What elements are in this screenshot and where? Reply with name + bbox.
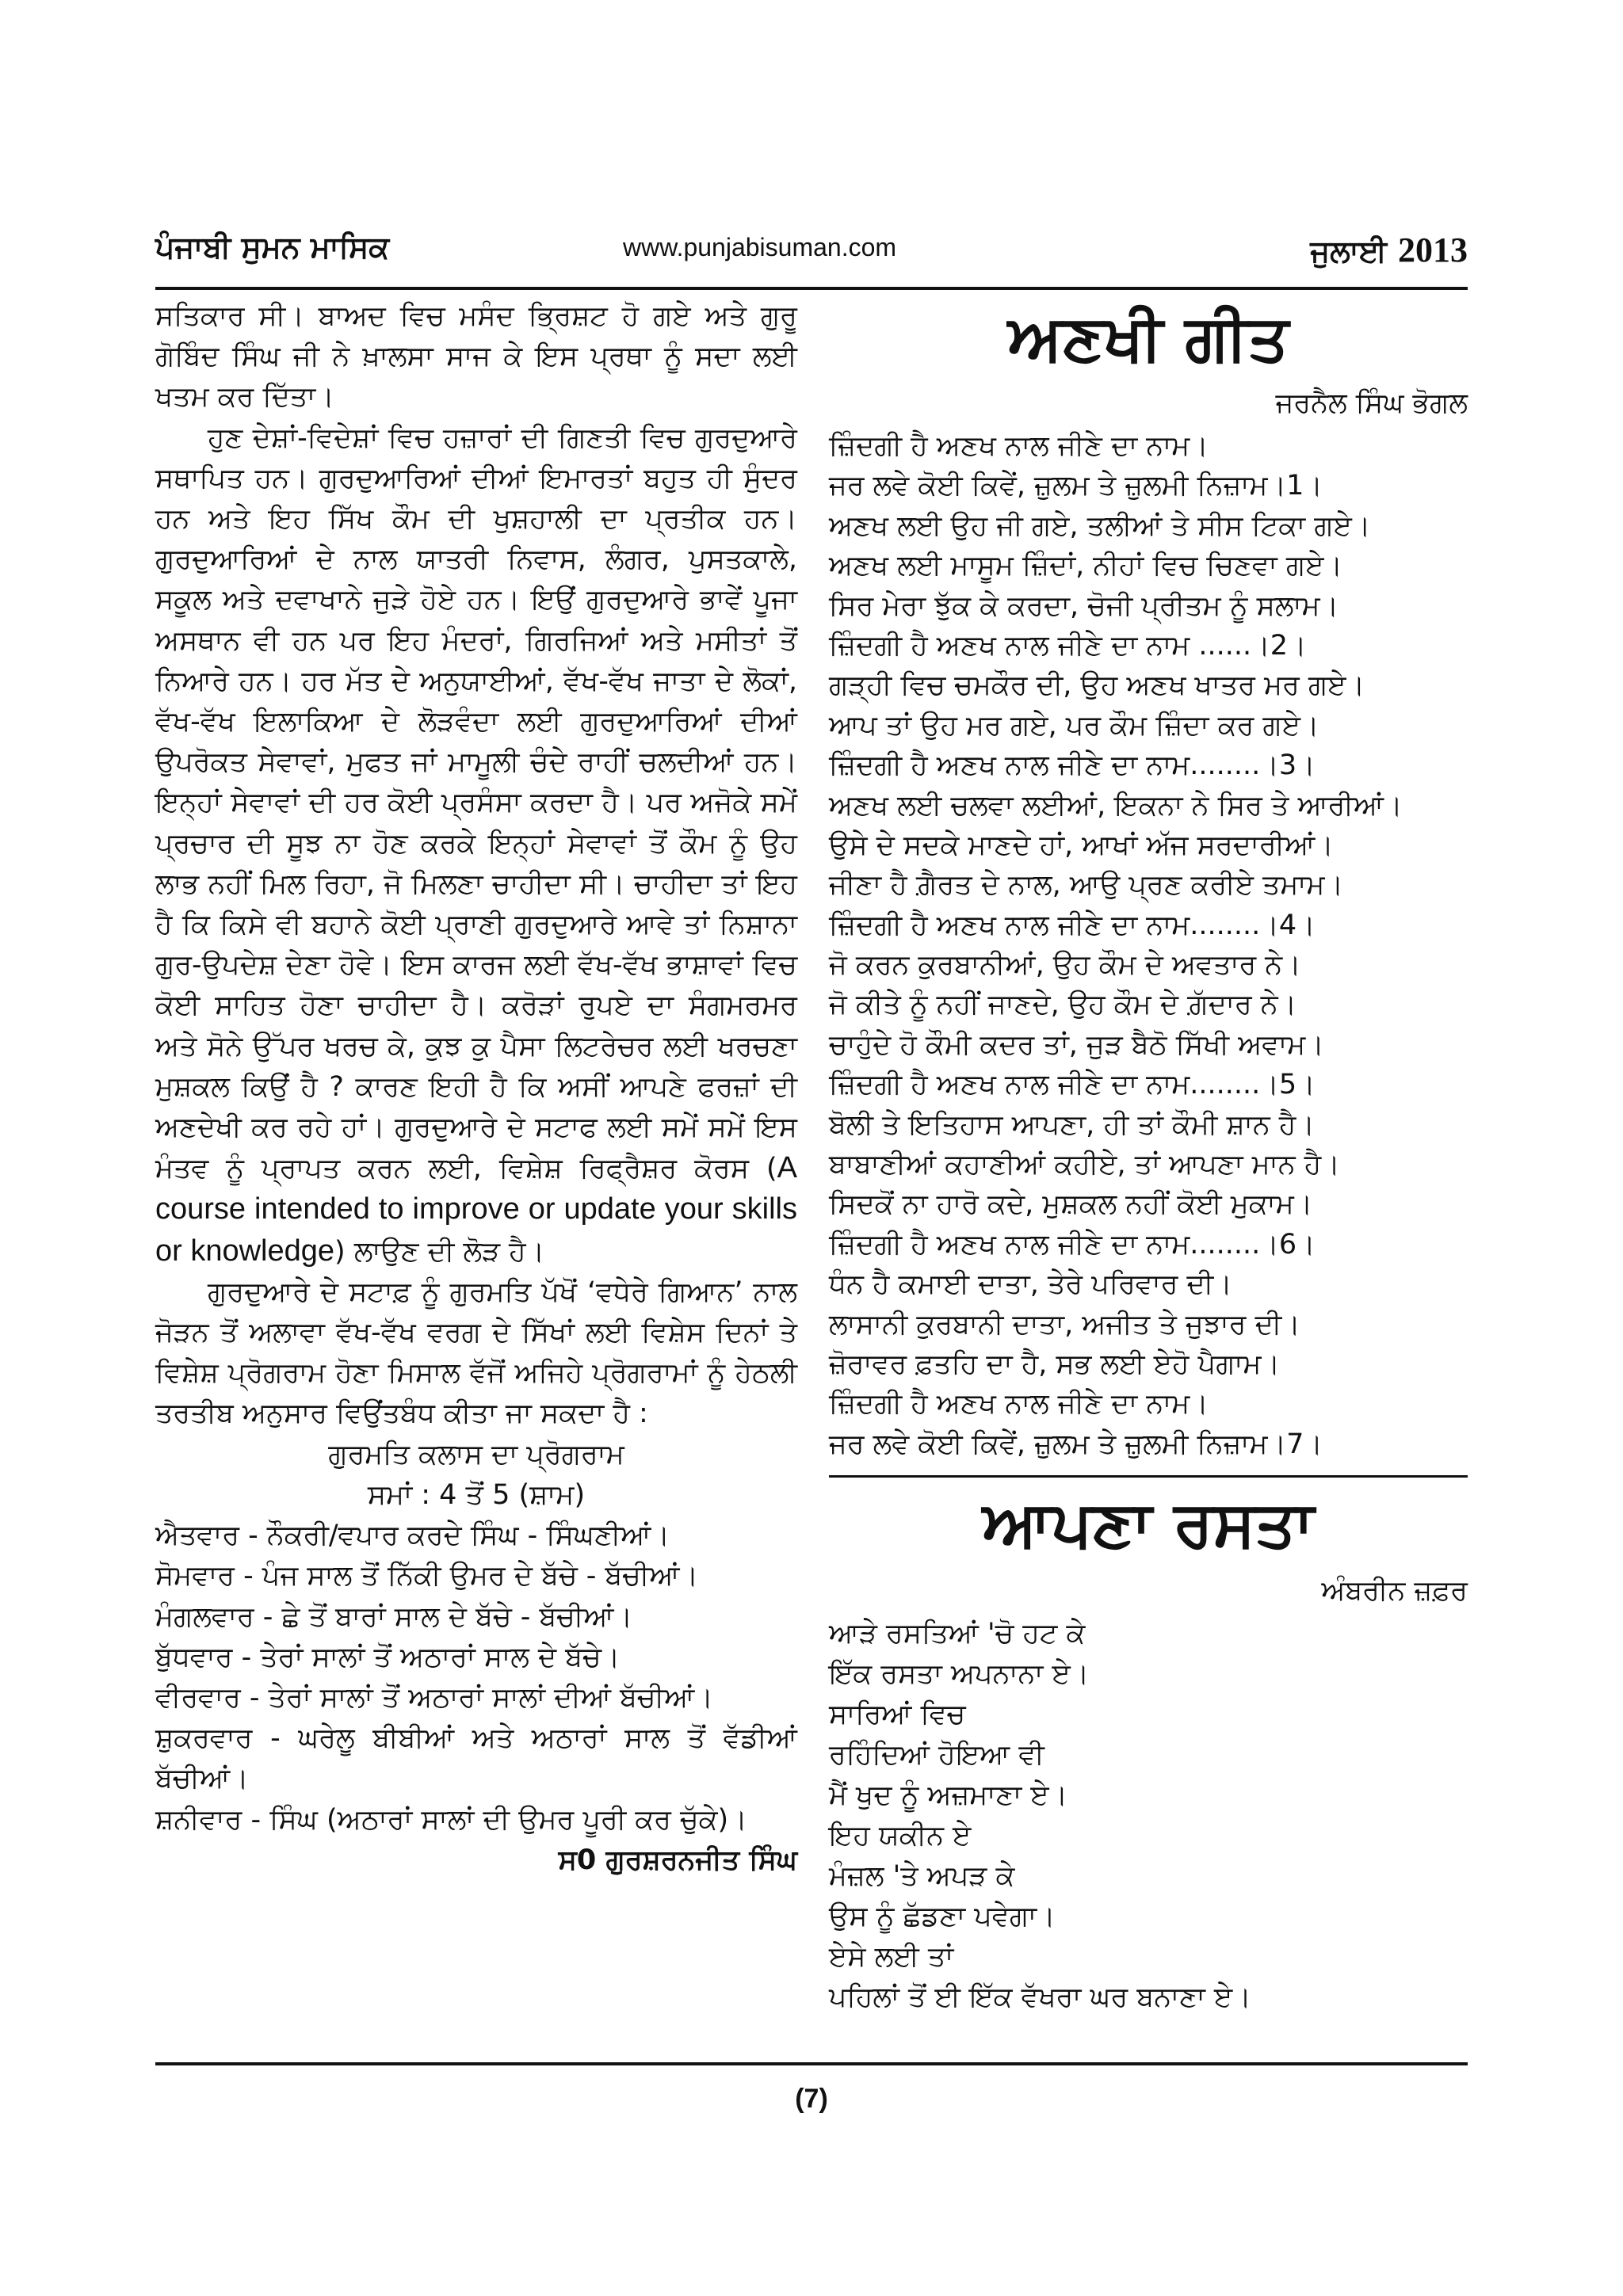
- poem-2-lines: [829, 1614, 1468, 2018]
- poem-line: ਅਣਖ ਲਈ ਚਲਵਾ ਲਈਆਂ, ਇਕਨਾ ਨੇ ਸਿਰ ਤੇ ਆਰੀਆਂ।: [829, 789, 1403, 822]
- poem-line: ਬੋਲੀ ਤੇ ਇਤਿਹਾਸ ਆਪਣਾ, ਹੀ ਤਾਂ ਕੌਮੀ ਸ਼ਾਨ ਹੈ।: [829, 1108, 1315, 1141]
- english-phrase: A course intended to improve or update your skills or knowledge: [155, 1151, 797, 1268]
- poem-line: ਜ਼ਿੰਦਗੀ ਹੈ ਅਣਖ ਨਾਲ ਜੀਣੇ ਦਾ ਨਾਮ।: [829, 1388, 1209, 1421]
- article-author: ਸ0 ਗੁਰਸ਼ਰਨਜੀਤ ਸਿੰਘ: [558, 1844, 797, 1876]
- page-number: (7): [795, 2084, 828, 2114]
- poem-2-title: ਆਪਣਾ ਰਸਤਾ: [982, 1487, 1315, 1562]
- program-time: ਸਮਾਂ : 4 ਤੋਂ 5 (ਸ਼ਾਮ): [367, 1478, 586, 1511]
- poem-1-lines: [829, 426, 1468, 1464]
- article-column: [155, 296, 797, 1881]
- poem-line: ਏਸੇ ਲਈ ਤਾਂ: [829, 1941, 954, 1974]
- poem-divider: [829, 1475, 1468, 1478]
- poem-line: ਰਹਿੰਦਿਆਂ ਹੋਇਆ ਵੀ: [829, 1739, 1044, 1772]
- poem-line: ਇੱਕ ਰਸਤਾ ਅਪਨਾਨਾ ਏ।: [829, 1658, 1090, 1691]
- poem-line: ਸਿਰ ਮੇਰਾ ਝੁੱਕ ਕੇ ਕਰਦਾ, ਚੋਜੀ ਪ੍ਰੀਤਮ ਨੂੰ ਸਲਾਮ।: [829, 589, 1339, 622]
- poem-line: ਜਰ ਲਵੇ ਕੋਈ ਕਿਵੇਂ, ਜ਼ੁਲਮ ਤੇ ਜ਼ੁਲਮੀ ਨਿਜ਼ਾਮ।1।: [829, 470, 1323, 502]
- footer-rule: [155, 2062, 1468, 2065]
- poem-2-author: ਅੰਬਰੀਨ ਜ਼ਫ਼ਰ: [1321, 1575, 1468, 1608]
- poem-line: ਅਣਖ ਲਈ ਮਾਸੂਮ ਜ਼ਿੰਦਾਂ, ਨੀਹਾਂ ਵਿਚ ਚਿਣਵਾ ਗਏ।: [829, 550, 1343, 582]
- poem-line: ਜ਼ਿੰਦਗੀ ਹੈ ਅਣਖ ਨਾਲ ਜੀਣੇ ਦਾ ਨਾਮ ......।2।: [829, 629, 1307, 662]
- poem-line: ਲਾਸਾਨੀ ਕੁਰਬਾਨੀ ਦਾਤਾ, ਅਜੀਤ ਤੇ ਜੁਝਾਰ ਦੀ।: [829, 1308, 1300, 1341]
- article-paragraph-1: ਸਤਿਕਾਰ ਸੀ। ਬਾਅਦ ਵਿਚ ਮਸੰਦ ਭ੍ਰਿਸ਼ਟ ਹੋ ਗਏ ਅਤੇ ਗੁਰੂ ਗੋਬਿੰਦ ਸਿੰਘ ਜੀ ਨੇ ਖ਼ਾਲਸਾ ਸਾਜ ਕੇ ਇਸ ਪ੍ਰਥਾ ਨੂੰ ਸਦਾ ਲਈ ਖਤਮ ਕਰ ਦਿੱਤਾ।: [155, 300, 797, 414]
- website-link[interactable]: www.punjabisuman.com: [623, 233, 897, 261]
- issue-month: ਜੁਲਾਈ: [1310, 234, 1387, 269]
- poem-line: ਉਸੇ ਦੇ ਸਦਕੇ ਮਾਣਦੇ ਹਾਂ, ਆਖਾਂ ਅੱਜ ਸਰਦਾਰੀਆਂ।: [829, 829, 1334, 861]
- poem-line: ਜ਼ਿੰਦਗੀ ਹੈ ਅਣਖ ਨਾਲ ਜੀਣੇ ਦਾ ਨਾਮ........।6।: [829, 1228, 1316, 1261]
- issue-year: 2013: [1398, 231, 1468, 269]
- poem-line: ਅਣਖ ਲਈ ਉਹ ਜੀ ਗਏ, ਤਲੀਆਂ ਤੇ ਸੀਸ ਟਿਕਾ ਗਏ।: [829, 509, 1371, 542]
- poem-line: ਜੋ ਕੀਤੇ ਨੂੰ ਨਹੀਂ ਜਾਣਦੇ, ਉਹ ਕੌਮ ਦੇ ਗ਼ੱਦਾਰ ਨੇ।: [829, 989, 1297, 1021]
- issue-date: [1310, 230, 1468, 270]
- poem-1-title: ਅਣਖੀ ਗੀਤ: [1007, 301, 1289, 375]
- poem-line: ਸਾਰਿਆਂ ਵਿਚ: [829, 1699, 966, 1731]
- poem-line: ਮੈਂ ਖੁਦ ਨੂੰ ਅਜ਼ਮਾਣਾ ਏ।: [829, 1779, 1068, 1812]
- schedule-item-monday: ਸੋਮਵਾਰ - ਪੰਜ ਸਾਲ ਤੋਂ ਨਿੱਕੀ ਉਮਰ ਦੇ ਬੱਚੇ - ਬੱਚੀਆਂ।: [155, 1560, 699, 1592]
- schedule-item-sunday: ਐਤਵਾਰ - ਨੌਕਰੀ/ਵਪਾਰ ਕਰਦੇ ਸਿੰਘ - ਸਿੰਘਣੀਆਂ।: [155, 1520, 670, 1552]
- schedule-item-friday: ਸ਼ੁਕਰਵਾਰ - ਘਰੇਲੂ ਬੀਬੀਆਂ ਅਤੇ ਅਠਾਰਾਂ ਸਾਲ ਤੋਂ ਵੱਡੀਆਂ ਬੱਚੀਆਂ।: [155, 1722, 797, 1795]
- program-title: ਗੁਰਮਤਿ ਕਲਾਸ ਦਾ ਪ੍ਰੋਗਰਾਮ: [328, 1438, 624, 1470]
- magazine-name: ਪੰਜਾਬੀ ਸੁਮਨ ਮਾਸਿਕ: [155, 230, 390, 265]
- schedule-item-tuesday: ਮੰਗਲਵਾਰ - ਛੇ ਤੋਂ ਬਾਰਾਂ ਸਾਲ ਦੇ ਬੱਚੇ - ਬੱਚੀਆਂ।: [155, 1600, 633, 1633]
- poem-line: ਜ਼ਿੰਦਗੀ ਹੈ ਅਣਖ ਨਾਲ ਜੀਣੇ ਦਾ ਨਾਮ।: [829, 430, 1209, 462]
- article-paragraph-3: ਗੁਰਦੁਆਰੇ ਦੇ ਸਟਾਫ਼ ਨੂੰ ਗੁਰਮਤਿ ਪੱਖੋਂ ‘ਵਧੇਰੇ ਗਿਆਨ’ ਨਾਲ ਜੋੜਨ ਤੋਂ ਅਲਾਵਾ ਵੱਖ-ਵੱਖ ਵਰਗ ਦੇ ਸਿੱਖਾਂ ਲਈ ਵਿਸ਼ੇਸ ਦਿਨਾਂ ਤੇ ਵਿਸ਼ੇਸ਼ ਪ੍ਰੋਗਰਾਮ ਹੋਣਾ ਮਿਸਾਲ ਵੱਜੋਂ ਅਜਿਹੇ ਪ੍ਰੋਗਰਾਮਾਂ ਨੂੰ ਹੇਠਲੀ ਤਰਤੀਬ ਅਨੁਸਾਰ ਵਿਉਂਤਬੰਧ ਕੀਤਾ ਜਾ ਸਕਦਾ ਹੈ :: [155, 1276, 797, 1430]
- poem-line: ਜੀਣਾ ਹੈ ਗ਼ੈਰਤ ਦੇ ਨਾਲ, ਆਉ ਪ੍ਰਣ ਕਰੀਏ ਤਮਾਮ।: [829, 869, 1344, 902]
- poem-line: ਬਾਬਾਣੀਆਂ ਕਹਾਣੀਆਂ ਕਹੀਏ, ਤਾਂ ਆਪਣਾ ਮਾਨ ਹੈ।: [829, 1149, 1340, 1181]
- poem-line: ਉਸ ਨੂੰ ਛੱਡਣਾ ਪਵੇਗਾ।: [829, 1901, 1056, 1933]
- schedule-list: [155, 1516, 797, 1840]
- poem-line: ਚਾਹੁੰਦੇ ਹੋ ਕੌਮੀ ਕਦਰ ਤਾਂ, ਜੁੜ ਬੈਠੋ ਸਿੱਖੀ ਅਵਾਮ।: [829, 1028, 1324, 1061]
- poem-line: ਆੜੇ ਰਸਤਿਆਂ 'ਚੋ ਹਟ ਕੇ: [829, 1618, 1086, 1650]
- poem-line: ਇਹ ਯਕੀਨ ਏ: [829, 1820, 972, 1852]
- poem-line: ਜ਼ਿੰਦਗੀ ਹੈ ਅਣਖ ਨਾਲ ਜੀਣੇ ਦਾ ਨਾਮ........।3।: [829, 749, 1316, 782]
- poem-line: ਜਰ ਲਵੇ ਕੋਈ ਕਿਵੇਂ, ਜ਼ੁਲਮ ਤੇ ਜ਼ੁਲਮੀ ਨਿਜ਼ਾਮ।7।: [829, 1428, 1323, 1460]
- poem-line: ਮੰਜ਼ਲ 'ਤੇ ਅਪੜ ਕੇ: [829, 1860, 1015, 1893]
- poem-line: ਜ਼ਿੰਦਗੀ ਹੈ ਅਣਖ ਨਾਲ ਜੀਣੇ ਦਾ ਨਾਮ........।4।: [829, 909, 1316, 941]
- poem-line: ਗੜ੍ਹੀ ਵਿਚ ਚਮਕੌਰ ਦੀ, ਉਹ ਅਣਖ ਖਾਤਰ ਮਰ ਗਏ।: [829, 669, 1365, 702]
- poem-line: ਧੰਨ ਹੈ ਕਮਾਈ ਦਾਤਾ, ਤੇਰੇ ਪਰਿਵਾਰ ਦੀ।: [829, 1268, 1232, 1301]
- schedule-item-saturday: ਸ਼ਨੀਵਾਰ - ਸਿੰਘ (ਅਠਾਰਾਂ ਸਾਲਾਂ ਦੀ ਉਮਰ ਪੂਰੀ ਕਰ ਚੁੱਕੇ)।: [155, 1803, 747, 1836]
- poem-line: ਸਿਦਕੋਂ ਨਾ ਹਾਰੋ ਕਦੇ, ਮੁਸ਼ਕਲ ਨਹੀਂ ਕੋਈ ਮੁਕਾਮ।: [829, 1188, 1313, 1221]
- poem-line: ਜ਼ਿੰਦਗੀ ਹੈ ਅਣਖ ਨਾਲ ਜੀਣੇ ਦਾ ਨਾਮ........।5।: [829, 1069, 1316, 1101]
- poem-line: ਜ਼ੋਰਾਵਰ ਫ਼ਤਹਿ ਦਾ ਹੈ, ਸਭ ਲਈ ਏਹੋ ਪੈਗਾਮ।: [829, 1348, 1281, 1380]
- article-paragraph-2-tail: ) ਲਾਉਣ ਦੀ ਲੋੜ ਹੈ।: [334, 1235, 545, 1268]
- article-paragraph-2-text: ਹੁਣ ਦੇਸ਼ਾਂ-ਵਿਦੇਸ਼ਾਂ ਵਿਚ ਹਜ਼ਾਰਾਂ ਦੀ ਗਿਣਤੀ ਵਿਚ ਗੁਰਦੁਆਰੇ ਸਥਾਪਿਤ ਹਨ। ਗੁਰਦੁਆਰਿਆਂ ਦੀਆਂ ਇਮਾਰਤਾਂ ਬਹੁਤ ਹੀ ਸੁੰਦਰ ਹਨ ਅਤੇ ਇਹ ਸਿੱਖ ਕੌਮ ਦੀ ਖੁਸ਼ਹਾਲੀ ਦਾ ਪ੍ਰਤੀਕ ਹਨ। ਗੁਰਦੁਆਰਿਆਂ ਦੇ ਨਾਲ ਯਾਤਰੀ ਨਿਵਾਸ, ਲੰਗਰ, ਪੁਸਤਕਾਲੇ, ਸਕੂਲ ਅਤੇ ਦਵਾਖਾਨੇ ਜੁੜੇ ਹੋਏ ਹਨ। ਇਉਂ ਗੁਰਦੁਆਰੇ ਭਾਵੇਂ ਪੂਜਾ ਅਸਥਾਨ ਵੀ ਹਨ ਪਰ ਇਹ ਮੰਦਰਾਂ, ਗਿਰਜਿਆਂ ਅਤੇ ਮਸੀਤਾਂ ਤੋਂ ਨਿਆਰੇ ਹਨ। ਹਰ ਮੱਤ ਦੇ ਅਨੁਯਾਈਆਂ, ਵੱਖ-ਵੱਖ ਜਾਤਾ ਦੇ ਲੋਕਾਂ, ਵੱਖ-ਵੱਖ ਇਲਾਕਿਆ ਦੇ ਲੋੜਵੰਦਾ ਲਈ ਗੁਰਦੁਆਰਿਆਂ ਦੀਆਂ ਉਪਰੋਕਤ ਸੇਵਾਵਾਂ, ਮੁਫਤ ਜਾਂ ਮਾਮੂਲੀ ਚੰਦੇ ਰਾਹੀਂ ਚਲਦੀਆਂ ਹਨ। ਇਨ੍ਹਾਂ ਸੇਵਾਵਾਂ ਦੀ ਹਰ ਕੋਈ ਪ੍ਰਸੰਸਾ ਕਰਦਾ ਹੈ। ਪਰ ਅਜੋਕੇ ਸਮੇਂ ਪ੍ਰਚਾਰ ਦੀ ਸੂਝ ਨਾ ਹੋਣ ਕਰਕੇ ਇਨ੍ਹਾਂ ਸੇਵਾਵਾਂ ਤੋਂ ਕੌਮ ਨੂੰ ਉਹ ਲਾਭ ਨਹੀਂ ਮਿਲ ਰਿਹਾ, ਜੋ ਮਿਲਣਾ ਚਾਹੀਦਾ ਸੀ। ਚਾਹੀਦਾ ਤਾਂ ਇਹ ਹੈ ਕਿ ਕਿਸੇ ਵੀ ਬਹਾਨੇ ਕੋਈ ਪ੍ਰਾਣੀ ਗੁਰਦੁਆਰੇ ਆਵੇ ਤਾਂ ਨਿਸ਼ਾਨਾ ਗੁਰ-ਉਪਦੇਸ਼ ਦੇਣਾ ਹੋਵੇ। ਇਸ ਕਾਰਜ ਲਈ ਵੱਖ-ਵੱਖ ਭਾਸ਼ਾਵਾਂ ਵਿਚ ਕੋਈ ਸਾਹਿਤ ਹੋਣਾ ਚਾਹੀਦਾ ਹੈ। ਕਰੋੜਾਂ ਰੁਪਏ ਦਾ ਸੰਗਮਰਮਰ ਅਤੇ ਸੋਨੇ ਉੱਪਰ ਖਰਚ ਕੇ, ਕੁਝ ਕੁ ਪੈਸਾ ਲਿਟਰੇਚਰ ਲਈ ਖਰਚਣਾ ਮੁਸ਼ਕਲ ਕਿਉਂ ਹੈ ? ਕਾਰਣ ਇਹੀ ਹੈ ਕਿ ਅਸੀਂ ਆਪਣੇ ਫਰਜ਼ਾਂ ਦੀ ਅਣਦੇਖੀ ਕਰ ਰਹੇ ਹਾਂ। ਗੁਰਦੁਆਰੇ ਦੇ ਸਟਾਫ ਲਈ ਸਮੇਂ ਸਮੇਂ ਇਸ ਮੰਤਵ ਨੂੰ ਪ੍ਰਾਪਤ ਕਰਨ ਲਈ, ਵਿਸ਼ੇਸ਼ ਰਿਫ੍ਰੈਸ਼ਰ ਕੋਰਸ (: [155, 421, 797, 1185]
- schedule-item-thursday: ਵੀਰਵਾਰ - ਤੇਰਾਂ ਸਾਲਾਂ ਤੋਂ ਅਠਾਰਾਂ ਸਾਲਾਂ ਦੀਆਂ ਬੱਚੀਆਂ।: [155, 1681, 713, 1714]
- poem-1-author: ਜਰਨੈਲ ਸਿੰਘ ਭੋਗਲ: [1275, 387, 1468, 419]
- poem-line: ਆਪ ਤਾਂ ਉਹ ਮਰ ਗਏ, ਪਰ ਕੌਮ ਜ਼ਿੰਦਾ ਕਰ ਗਏ।: [829, 709, 1319, 742]
- poem-line: ਜੋ ਕਰਨ ਕੁਰਬਾਨੀਆਂ, ਉਹ ਕੌਮ ਦੇ ਅਵਤਾਰ ਨੇ।: [829, 949, 1301, 982]
- schedule-item-wednesday: ਬੁੱਧਵਾਰ - ਤੇਰਾਂ ਸਾਲਾਂ ਤੋਂ ਅਠਾਰਾਂ ਸਾਲ ਦੇ ਬੱਚੇ।: [155, 1641, 621, 1673]
- poem-line: ਪਹਿਲਾਂ ਤੋਂ ਈ ਇੱਕ ਵੱਖਰਾ ਘਰ ਬਨਾਣਾ ਏ।: [829, 1981, 1251, 2014]
- poems-column: [829, 290, 1468, 2018]
- article-paragraph-2: [155, 418, 797, 1272]
- header-bar: [155, 230, 1468, 277]
